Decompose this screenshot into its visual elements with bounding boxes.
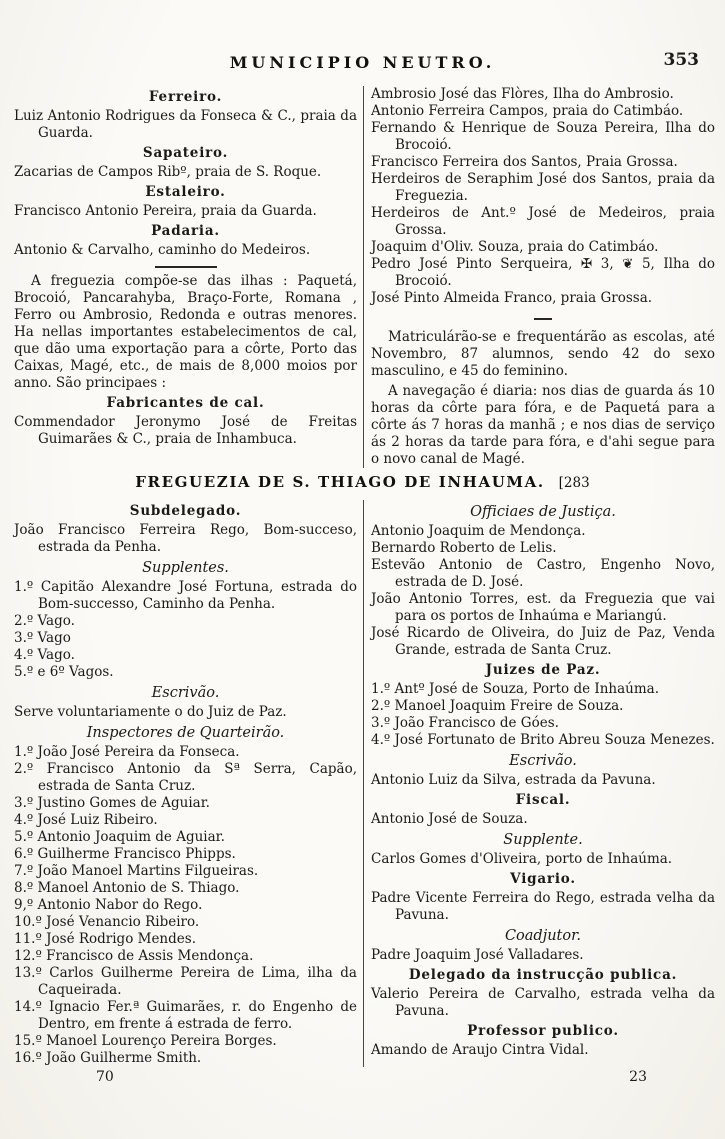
directory-entry: João Antonio Torres, est. da Freguezia que vai para os portos de Inhaúma e Mariangú. — [371, 591, 715, 624]
subsection-heading: Subdelegado. — [129, 503, 242, 519]
directory-entry: 3.º Vago — [14, 630, 71, 646]
directory-entry: Valerio Pereira de Carvalho, estrada velha da Pavuna. — [371, 986, 715, 1019]
subsection-heading: Delegado da instrucção publica. — [408, 967, 678, 983]
directory-entry: Commendador Jeronymo José de Freitas Guimarães & C., praia de Inhambuca. — [14, 414, 357, 447]
directory-entry: Luiz Antonio Rodrigues da Fonseca & C., praia da Guarda. — [14, 108, 357, 141]
subsection-heading: Fabricantes de cal. — [106, 395, 265, 411]
directory-entry: 3.º Justino Gomes de Aguiar. — [14, 795, 210, 811]
subsection-heading: Estaleiro. — [145, 184, 226, 200]
divider-dash — [534, 318, 552, 320]
directory-entry: Antonio Ferreira Campos, praia do Catimbáo. — [371, 103, 684, 119]
directory-entry: 5.º Antonio Joaquim de Aguiar. — [14, 829, 225, 845]
subsection-heading: Vigario. — [510, 871, 576, 887]
page-header — [0, 0, 725, 80]
subsection-heading: Professor publico. — [467, 1023, 619, 1039]
subsection-heading: Sapateiro. — [142, 145, 229, 161]
directory-entry: 4.º José Luiz Ribeiro. — [14, 812, 158, 828]
section-reference-mark: [283 — [558, 475, 590, 491]
directory-entry: Fernando & Henrique de Souza Pereira, Ilha do Brocoió. — [371, 120, 715, 153]
folio-number-left: 70 — [96, 1069, 114, 1085]
directory-entry: 15.º Manoel Lourenço Pereira Borges. — [14, 1033, 277, 1049]
directory-entry: Pedro José Pinto Serqueira, ✠ 3, ❦ 5, Ilha do Brocoió. — [371, 256, 715, 289]
directory-entry: 3.º João Francisco de Góes. — [371, 715, 559, 731]
office-heading-italic: Supplente. — [503, 832, 583, 848]
directory-entry: 4.º José Fortunato de Brito Abreu Souza Menezes. — [371, 732, 715, 748]
directory-entry: 10.º José Venancio Ribeiro. — [14, 914, 200, 930]
running-title: MUNICIPIO NEUTRO. — [229, 53, 496, 72]
subsection-heading: Juizes de Paz. — [485, 662, 601, 678]
directory-entry: Francisco Antonio Pereira, praia da Guarda. — [14, 203, 317, 219]
directory-entry: 2.º Francisco Antonio da Sª Serra, Capão, estrada de Santa Cruz. — [14, 761, 357, 794]
directory-entry: José Pinto Almeida Franco, praia Grossa. — [371, 290, 653, 306]
directory-entry: 12.º Francisco de Assis Mendonça. — [14, 948, 254, 964]
directory-entry: 1.º Antº José de Souza, Porto de Inhaúma. — [371, 681, 660, 697]
paragraph: A navegação é diaria: nos dias de guarda ás 10 horas da côrte para fóra, e de Paquetá para a côrte ás 7 horas da manhã ; e nos dias de serviço ás 2 horas da tarde para fóra, e d'ahi segue para o novo canal de Magé. — [371, 383, 715, 467]
top-two-column-section — [0, 80, 725, 468]
directory-entry: Serve voluntariamente o do Juiz de Paz. — [14, 704, 287, 720]
directory-entry: 2.º Manoel Joaquim Freire de Souza. — [371, 698, 624, 714]
directory-entry: 5.º e 6º Vagos. — [14, 664, 114, 680]
office-heading-italic: Officiaes de Justiça. — [470, 504, 616, 520]
directory-entry: Carlos Gomes d'Oliveira, porto de Inhaúma. — [371, 851, 673, 867]
directory-entry: João Francisco Ferreira Rego, Bom-succeso, estrada da Penha. — [14, 522, 357, 555]
directory-entry: 7.º João Manoel Martins Filgueiras. — [14, 863, 259, 879]
freguezia-section-heading — [0, 474, 725, 492]
directory-entry: 4.º Vago. — [14, 647, 75, 663]
bottom-left-column — [14, 500, 363, 1067]
directory-entry: 13.º Carlos Guilherme Pereira de Lima, ilha da Caqueirada. — [14, 965, 357, 998]
paragraph: Matriculárão-se e frequentárão as escolas, até Novembro, 87 alumnos, sendo 42 do sexo masculino, e 45 do feminino. — [371, 329, 715, 379]
directory-entry: 14.º Ignacio Fer.ª Guimarães, r. do Engenho de Dentro, em frente á estrada de ferro. — [14, 999, 357, 1032]
office-heading-italic: Escrivão. — [509, 753, 577, 769]
directory-entry: José Ricardo de Oliveira, do Juiz de Paz, Venda Grande, estrada de Santa Cruz. — [371, 625, 715, 658]
directory-entry: 2.º Vago. — [14, 613, 75, 629]
directory-entry: Antonio Joaquim de Mendonça. — [371, 523, 586, 539]
divider-rule — [155, 266, 217, 268]
page-number: 353 — [663, 50, 699, 70]
subsection-heading: Padaria. — [151, 223, 220, 239]
office-heading-italic: Inspectores de Quarteirão. — [86, 725, 285, 741]
top-right-column — [363, 86, 715, 468]
directory-entry: Joaquim d'Oliv. Souza, praia do Catimbáo. — [371, 239, 659, 255]
office-heading-italic: Supplentes. — [142, 560, 229, 576]
directory-entry: Herdeiros de Seraphim José dos Santos, praia da Freguezia. — [371, 171, 715, 204]
directory-entry: Amando de Araujo Cintra Vidal. — [371, 1042, 589, 1058]
directory-entry: 1.º Capitão Alexandre José Fortuna, estrada do Bom-successo, Caminho da Penha. — [14, 579, 357, 612]
directory-entry: Estevão Antonio de Castro, Engenho Novo, estrada de D. José. — [371, 557, 715, 590]
directory-entry: 8.º Manoel Antonio de S. Thiago. — [14, 880, 240, 896]
folio-number-right: 23 — [629, 1069, 647, 1085]
directory-entry: Padre Vicente Ferreira do Rego, estrada velha da Pavuna. — [371, 890, 715, 923]
directory-entry: 11.º José Rodrigo Mendes. — [14, 931, 196, 947]
directory-entry: 9,º Antonio Nabor do Rego. — [14, 897, 203, 913]
paragraph: A freguezia compõe-se das ilhas : Paquetá, Brocoió, Pancarahyba, Braço-Forte, Romana , Ferro ou Ambrosio, Redonda e outras menores. Ha nellas importantes estabelecimentos de cal, que dão uma exportação para a côrte, Porto das Caixas, Magé, etc., de mais de 8,000 moios por anno. São principaes : — [14, 273, 357, 391]
directory-entry: Ambrosio José das Flòres, Ilha do Ambrosio. — [371, 86, 674, 102]
directory-entry: Francisco Ferreira dos Santos, Praia Grossa. — [371, 154, 678, 170]
folio-row — [0, 1067, 725, 1086]
directory-entry: Herdeiros de Ant.º José de Medeiros, praia Grossa. — [371, 205, 715, 238]
directory-entry: Zacarias de Campos Ribº, praia de S. Roque. — [14, 164, 322, 180]
subsection-heading: Fiscal. — [515, 792, 571, 808]
directory-entry: Bernardo Roberto de Lelis. — [371, 540, 557, 556]
bottom-two-column-section — [0, 494, 725, 1067]
directory-entry: 6.º Guilherme Francisco Phipps. — [14, 846, 236, 862]
directory-entry: 16.º João Guilherme Smith. — [14, 1050, 202, 1066]
subsection-heading: Ferreiro. — [148, 89, 223, 105]
directory-entry: 1.º João José Pereira da Fonseca. — [14, 744, 240, 760]
directory-entry: Antonio & Carvalho, caminho do Medeiros. — [14, 242, 311, 258]
bottom-right-column — [363, 500, 715, 1067]
directory-entry: Padre Joaquim José Valladares. — [371, 947, 584, 963]
directory-entry: Antonio Luiz da Silva, estrada da Pavuna. — [371, 772, 656, 788]
directory-entry: Antonio José de Souza. — [371, 811, 528, 827]
office-heading-italic: Escrivão. — [151, 685, 220, 701]
top-left-column — [14, 86, 363, 468]
section-heading-text: FREGUEZIA DE S. THIAGO DE INHAUMA. — [135, 473, 545, 491]
office-heading-italic: Coadjutor. — [504, 928, 582, 944]
